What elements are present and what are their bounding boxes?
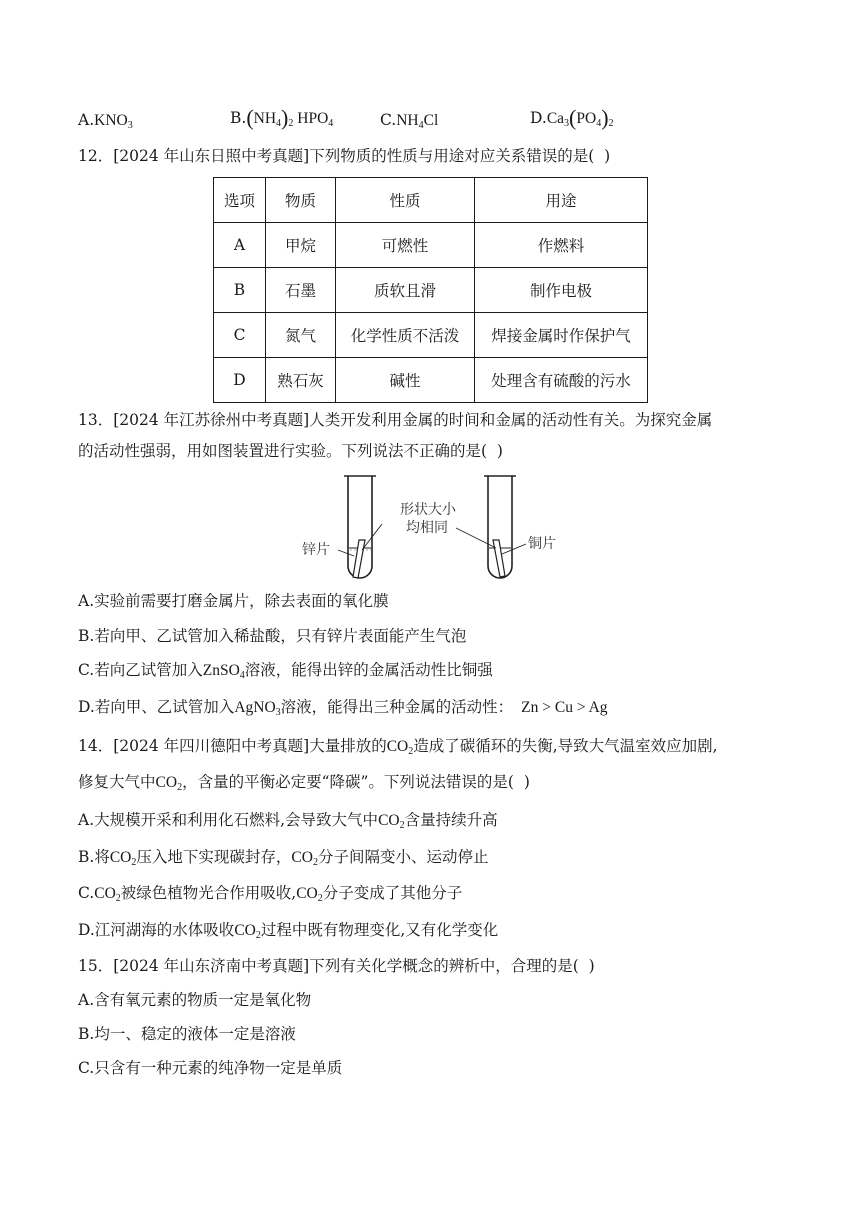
subscript: 3 <box>127 120 133 131</box>
q15-option-a: A.含有氧元素的物质一定是氧化物 <box>78 991 312 1009</box>
q12-table <box>213 177 648 403</box>
q14-option-d <box>78 920 498 941</box>
q13-option-a: A.实验前需要打磨金属片，除去表面的氧化膜 <box>78 592 389 610</box>
table-cell: 制作电极 <box>475 268 648 313</box>
option-letter: A. <box>78 111 95 129</box>
option-text: 压入地下实现碳封存， <box>136 848 292 866</box>
option-text: C. <box>78 884 95 902</box>
option-text: 被绿色植物光合作用吸收, <box>120 884 297 902</box>
q13-option-b: B.若向甲、乙试管加入稀盐酸，只有锌片表面能产生气泡 <box>78 627 467 645</box>
formula: CO <box>155 774 178 791</box>
q14-option-a <box>78 810 498 831</box>
zinc-strip <box>353 540 365 578</box>
formula: AgNO <box>234 699 276 716</box>
table-cell: B <box>214 268 266 313</box>
table-cell: 熟石灰 <box>266 358 336 403</box>
formula: CO <box>234 922 256 939</box>
table-cell: 化学性质不活泼 <box>336 313 475 358</box>
table-cell: 质软且滑 <box>336 268 475 313</box>
formula: PO <box>576 110 597 127</box>
subscript: 2 <box>312 857 318 868</box>
copper-strip <box>493 540 505 577</box>
label-same-shape-line1: 形状大小 <box>400 502 456 518</box>
label-zinc: 锌片 <box>302 542 330 558</box>
table-cell: 可燃性 <box>336 223 475 268</box>
subscript: 2 <box>131 857 137 868</box>
subscript: 2 <box>317 893 323 904</box>
formula: ZnSO <box>202 662 240 679</box>
q14-option-b <box>78 847 488 868</box>
q13-stem-line1: 13．[2024 年江苏徐州中考真题]人类开发利用金属的时间和金属的活动性有关。为探究金属 <box>78 411 713 429</box>
q11-option-a <box>78 110 133 131</box>
subscript: 2 <box>608 118 614 129</box>
table-cell: 碱性 <box>336 358 475 403</box>
table-cell: 作燃料 <box>475 223 648 268</box>
q14-option-c <box>78 883 462 904</box>
table-cell: C <box>214 313 266 358</box>
subscript: 3 <box>275 707 281 718</box>
q14-stem-line1 <box>78 736 718 757</box>
table-cell: 石墨 <box>266 268 336 313</box>
formula: CO <box>378 812 400 829</box>
q13-stem-line2: 的活动性强弱，用如图装置进行实验。下列说法不正确的是( ) <box>78 442 503 460</box>
stem-text: 造成了碳循环的失衡,导致大气温室效应加剧, <box>413 737 718 755</box>
formula: Ca <box>546 110 565 127</box>
table-cell: A <box>214 223 266 268</box>
q15-option-c: C.只含有一种元素的纯净物一定是单质 <box>78 1059 343 1077</box>
paren-open: ( <box>569 105 577 130</box>
table-header: 性质 <box>336 178 475 223</box>
formula: KNO <box>94 112 128 129</box>
option-text: A.大规模开采和利用化石燃料,会导致大气中 <box>78 811 379 829</box>
formula: NH <box>396 112 419 129</box>
q12-stem: 12．[2024 年山东日照中考真题]下列物质的性质与用途对应关系错误的是( ) <box>78 147 611 165</box>
option-text: B.将 <box>78 848 110 866</box>
formula: CO <box>109 849 132 866</box>
table-row <box>214 223 648 268</box>
q15-stem: 15．[2024 年山东济南中考真题]下列有关化学概念的辨析中，合理的是( ) <box>78 957 595 975</box>
subscript: 2 <box>288 118 294 129</box>
option-letter: D. <box>530 109 547 127</box>
label-copper: 铜片 <box>528 536 556 552</box>
table-header: 物质 <box>266 178 336 223</box>
formula: HPO <box>293 110 329 127</box>
label-same-shape-line2: 均相同 <box>406 520 448 536</box>
subscript: 2 <box>408 746 414 757</box>
table-row <box>214 268 648 313</box>
q11-option-d <box>530 105 614 130</box>
q15-option-b: B.均一、稳定的液体一定是溶液 <box>78 1025 296 1043</box>
table-cell: 氮气 <box>266 313 336 358</box>
option-text: 分子变成了其他分子 <box>322 884 463 902</box>
table-cell: 甲烷 <box>266 223 336 268</box>
subscript: 2 <box>399 820 405 831</box>
formula: CO <box>386 738 409 755</box>
table-header: 选项 <box>214 178 266 223</box>
table-cell: 焊接金属时作保护气 <box>475 313 648 358</box>
subscript: 4 <box>239 670 245 681</box>
table-row <box>214 313 648 358</box>
option-text: 分子间隔变小、运动停止 <box>317 848 489 866</box>
subscript: 4 <box>418 120 424 131</box>
subscript: 3 <box>564 118 570 129</box>
option-text: 过程中既有物理变化,又有化学变化 <box>260 921 499 939</box>
formula: CO <box>291 849 313 866</box>
table-cell: 处理含有硫酸的污水 <box>475 358 648 403</box>
activity-order: Zn > Cu > Ag <box>521 699 608 716</box>
option-text: D.江河湖海的水体吸收 <box>78 921 235 939</box>
subscript: 4 <box>276 118 282 129</box>
stem-text: ，含量的平衡必定要“降碳”。下列说法错误的是( ) <box>182 773 530 791</box>
subscript: 4 <box>596 118 602 129</box>
stem-text: 修复大气中 <box>78 773 156 791</box>
paren-close: ) <box>601 105 609 130</box>
paren-open: ( <box>246 105 254 130</box>
table-cell: D <box>214 358 266 403</box>
q11-option-c <box>380 110 438 131</box>
option-text: 溶液，能得出三种金属的活动性： <box>280 698 514 716</box>
table-row <box>214 358 648 403</box>
formula: CO <box>296 885 318 902</box>
formula: CO <box>94 885 116 902</box>
table-header: 用途 <box>475 178 648 223</box>
table-header-row <box>214 178 648 223</box>
option-text: D.若向甲、乙试管加入 <box>78 698 235 716</box>
option-text: C.若向乙试管加入 <box>78 661 203 679</box>
q13-option-c <box>78 660 493 681</box>
test-tube-figure <box>296 470 596 582</box>
subscript: 4 <box>328 118 334 129</box>
q11-option-b <box>230 105 334 130</box>
subscript: 2 <box>177 782 183 793</box>
stem-text: 14．[2024 年四川德阳中考真题]大量排放的 <box>78 737 387 755</box>
q13-option-d <box>78 697 608 718</box>
formula: Cl <box>423 112 439 129</box>
option-text: 溶液，能得出锌的金属活动性比铜强 <box>244 661 493 679</box>
subscript: 2 <box>255 930 261 941</box>
paren-close: ) <box>281 105 289 130</box>
option-text: 含量持续升高 <box>404 811 498 829</box>
q14-stem-line2 <box>78 772 530 793</box>
option-letter: C. <box>380 111 397 129</box>
subscript: 2 <box>115 893 121 904</box>
formula: NH <box>253 110 277 127</box>
option-letter: B. <box>230 109 247 127</box>
